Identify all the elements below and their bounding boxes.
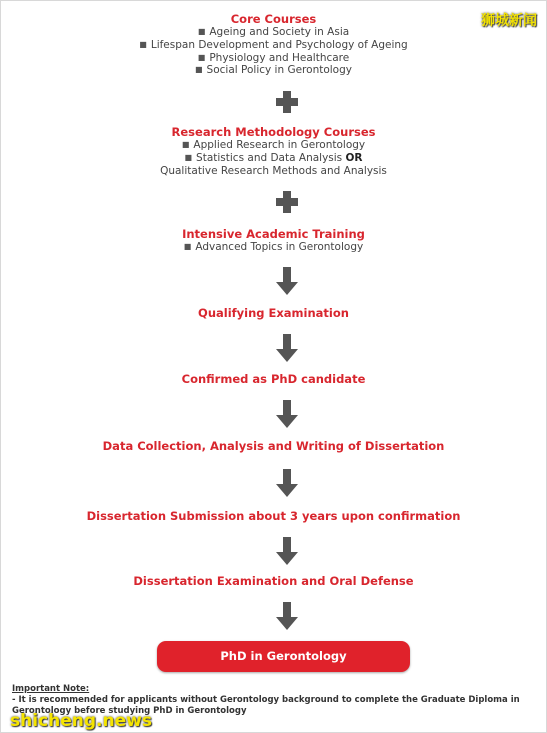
arrow-down-icon bbox=[276, 469, 298, 497]
plus-icon bbox=[276, 91, 298, 113]
step-oral-defense: Dissertation Examination and Oral Defense bbox=[133, 574, 414, 588]
research-courses-block bbox=[0, 125, 547, 177]
training-block bbox=[0, 227, 547, 254]
research-course-item: Qualitative Research Methods and Analysis bbox=[160, 164, 387, 177]
core-course-item: ■ Social Policy in Gerontology bbox=[194, 64, 352, 77]
step-confirmed-candidate: Confirmed as PhD candidate bbox=[181, 372, 366, 386]
watermark-top: 狮城新闻 bbox=[481, 13, 537, 29]
arrow-down-icon bbox=[276, 267, 298, 295]
research-courses-heading: Research Methodology Courses bbox=[171, 125, 376, 139]
step-qualifying-exam: Qualifying Examination bbox=[198, 306, 349, 320]
note-title: Important Note: bbox=[12, 684, 90, 694]
core-course-item: ■ Physiology and Healthcare bbox=[197, 51, 350, 64]
step-dissertation-submission: Dissertation Submission about 3 years upon confirmation bbox=[86, 509, 461, 523]
core-course-item: ■ Ageing and Society in Asia bbox=[197, 26, 350, 38]
research-course-item: ■ Statistics and Data Analysis OR bbox=[184, 151, 363, 164]
arrow-down-icon bbox=[276, 334, 298, 362]
arrow-down-icon bbox=[276, 537, 298, 565]
core-course-item: ■ Lifespan Development and Psychology of Ageing bbox=[139, 38, 408, 51]
watermark-bottom: shicheng.news bbox=[10, 711, 152, 731]
or-label: OR bbox=[345, 151, 363, 164]
training-item: ■ Advanced Topics in Gerontology bbox=[183, 241, 364, 253]
note-text: - It is recommended for applicants without Gerontology background to complete the Graduate Diploma in Gerontology before studying PhD in Gerontology bbox=[12, 695, 520, 716]
research-course-item: ■ Applied Research in Gerontology bbox=[181, 139, 366, 151]
arrow-down-icon bbox=[276, 400, 298, 428]
plus-icon bbox=[276, 191, 298, 213]
arrow-down-icon bbox=[276, 602, 298, 630]
step-data-collection: Data Collection, Analysis and Writing of Dissertation bbox=[102, 439, 445, 453]
training-heading: Intensive Academic Training bbox=[182, 227, 365, 241]
core-courses-block bbox=[0, 12, 547, 77]
final-outcome-badge: PhD in Gerontology bbox=[157, 641, 410, 672]
core-courses-heading: Core Courses bbox=[230, 12, 317, 26]
